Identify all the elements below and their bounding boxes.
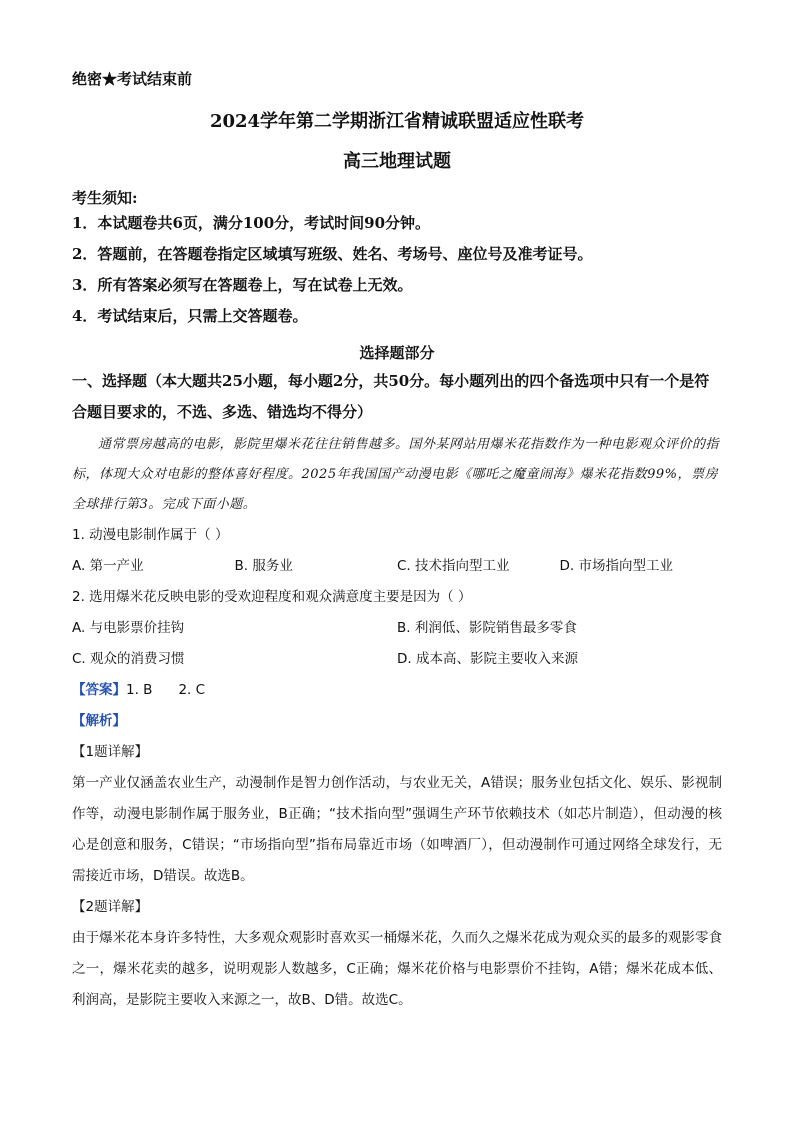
exam-subtitle: 高三地理试题 xyxy=(343,151,451,172)
exam-title: 2024学年第二学期浙江省精诚联盟适应性联考 xyxy=(209,111,585,132)
notice-item: 1．本试题卷共6页，满分100分，考试时间90分钟。 xyxy=(72,214,431,232)
notice-item: 2．答题前，在答题卷指定区域填写班级、姓名、考场号、座位号及准考证号。 xyxy=(72,245,593,263)
option-b: B. 服务业 xyxy=(234,558,293,574)
question-2-stem: 2. 选用爆米花反映电影的受欢迎程度和观众满意度主要是因为（ ） xyxy=(72,589,472,605)
question-2-options-row-1 xyxy=(72,613,722,644)
detail-2-text: 由于爆米花本身许多特性，大多观众观影时喜欢买一桶爆米花，久而久之爆米花成为观众买的最多的观影零食之一，爆米花卖的越多，说明观影人数越多，C正确；爆米花价格与电影票价不挂钩，A错；爆米花成本低、利润高，是影院主要收入来源之一，故B、D错。故选C。 xyxy=(72,930,722,1008)
answer-tag: 【答案】 xyxy=(72,682,126,698)
option-a: A. 与电影票价挂钩 xyxy=(72,620,185,636)
question-1-options xyxy=(72,551,722,582)
analysis-tag: 【解析】 xyxy=(72,713,126,729)
option-c: C. 观众的消费习惯 xyxy=(72,651,185,667)
detail-1-heading: 【1题详解】 xyxy=(72,744,149,760)
notice-item: 4．考试结束后，只需上交答题卷。 xyxy=(72,307,308,325)
section-title: 选择题部分 xyxy=(359,344,435,362)
detail-1-text: 第一产业仅涵盖农业生产，动漫制作是智力创作活动，与农业无关，A错误；服务业包括文化、娱乐、影视制作等，动漫电影制作属于服务业，B正确；“技术指向型”强调生产环节依赖技术（如芯片制造），但动漫的核心是创意和服务，C错误；“市场指向型”指布局靠近市场（如啤酒厂），但动漫制作可通过网络全球发行，无需接近市场，D错误。故选B。 xyxy=(72,775,722,884)
notice-heading: 考生须知: xyxy=(72,189,138,207)
question-2-options-row-2 xyxy=(72,644,722,675)
answer-line xyxy=(72,675,722,706)
secret-mark: 绝密★考试结束前 xyxy=(72,70,193,88)
notice-item: 3．所有答案必须写在答题卷上，写在试卷上无效。 xyxy=(72,276,413,294)
answer-2: 2. C xyxy=(178,682,206,698)
option-b: B. 利润低、影院销售最多零食 xyxy=(397,620,577,636)
part-one-instructions: 一、选择题（本大题共25小题，每小题2分，共50分。每小题列出的四个备选项中只有一个是符合题目要求的，不选、多选、错选均不得分） xyxy=(72,372,710,421)
option-c: C. 技术指向型工业 xyxy=(397,558,510,574)
option-d: D. 成本高、影院主要收入来源 xyxy=(397,651,578,667)
question-1-stem: 1. 动漫电影制作属于（ ） xyxy=(72,527,229,543)
option-a: A. 第一产业 xyxy=(72,558,144,574)
detail-2-heading: 【2题详解】 xyxy=(72,899,149,915)
option-d: D. 市场指向型工业 xyxy=(559,558,673,574)
reading-material: 通常票房越高的电影，影院里爆米花往往销售越多。国外某网站用爆米花指数作为一种电影观众评价的指标，体现大众对电影的整体喜好程度。2025年我国国产动漫电影《哪吒之魔童闹海》爆米花指数99%，票房全球排行第3。完成下面小题。 xyxy=(72,437,720,512)
answer-1: 1. B xyxy=(126,682,153,698)
